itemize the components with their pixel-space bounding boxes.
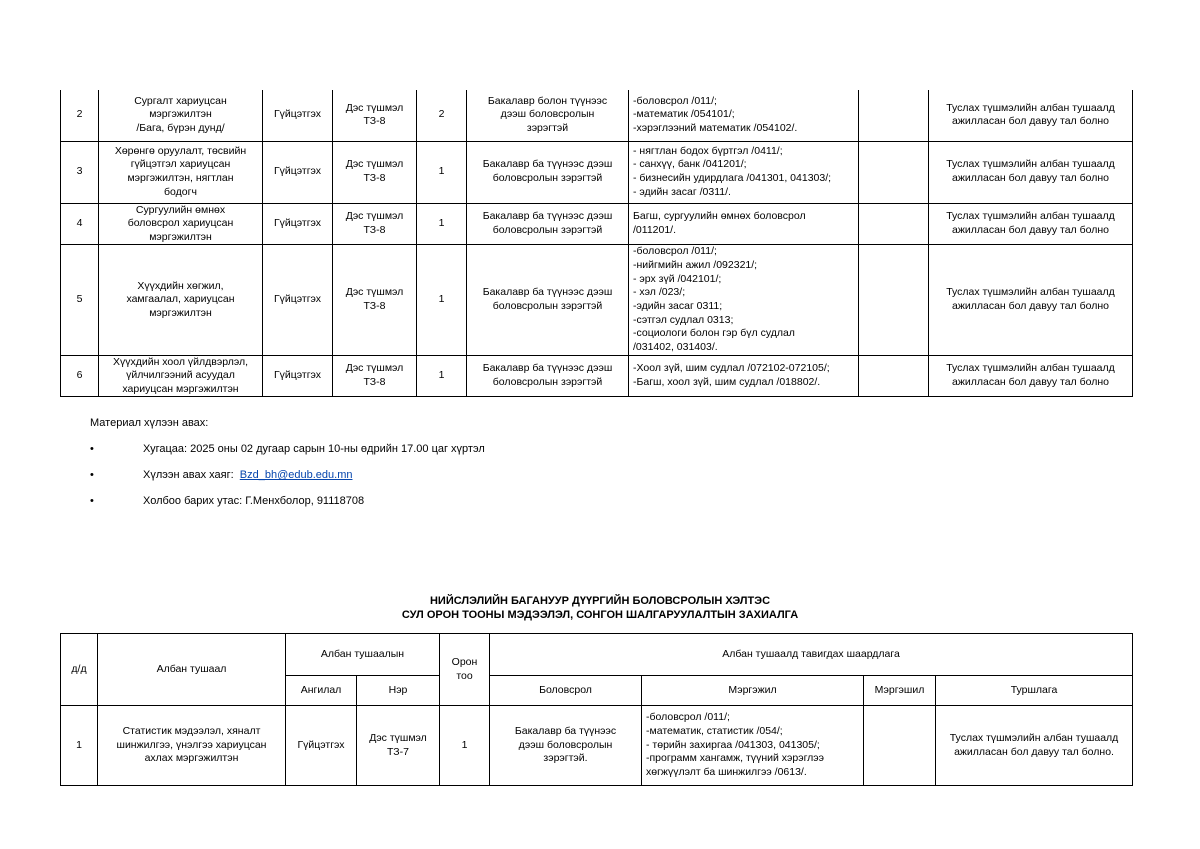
profession-cell-line: /011201/.	[633, 223, 677, 236]
row-number: 1	[61, 706, 98, 786]
profession-cell-line: /031402, 031403/.	[633, 340, 718, 353]
profession-cell-line: - хэл /023/;	[633, 286, 686, 299]
table-row	[61, 706, 1133, 786]
education-cell-line: Бакалавр ба түүнээс дээш	[482, 362, 613, 375]
count-cell: 1	[417, 203, 467, 245]
experience-cell	[929, 90, 1133, 141]
education-cell-line: боловсролын зэрэгтэй	[492, 172, 603, 184]
profession-cell-line: -боловсрол /011/;	[646, 711, 730, 724]
experience-cell	[929, 355, 1133, 397]
profession-cell-line: -программ хангамж, түүний хэрэглээ	[646, 752, 825, 765]
email-link[interactable]: Bzd_bh@edub.edu.mn	[239, 469, 353, 482]
section-title	[0, 594, 1200, 622]
position-cell-line: хариуцсан мэргэжилтэн	[122, 382, 239, 395]
profession-cell	[629, 203, 859, 245]
position-cell	[99, 245, 263, 355]
profession-cell	[629, 90, 859, 141]
name-cell-line: ТЗ-8	[363, 172, 386, 184]
education-cell	[467, 90, 629, 141]
experience-cell-line: ажилласан бол давуу тал болно	[952, 376, 1109, 388]
count-cell: 1	[417, 355, 467, 397]
experience-cell-line: Туслах түшмэлийн албан тушаалд	[946, 362, 1115, 375]
name-cell-line: Дэс түшмэл	[345, 286, 404, 299]
profession-cell-line: хөгжүүлэлт ба шинжилгээ /0613/.	[646, 765, 807, 778]
position-cell-line: мэргэжилтэн, нягтлан	[127, 172, 234, 184]
header-profession: Мэргэжил	[642, 676, 864, 706]
position-cell-line: мэргэжилтэн	[149, 230, 212, 243]
table-row	[61, 141, 1133, 203]
profession-cell-line: -сэтгэл судлал 0313;	[633, 313, 734, 326]
row-number: 5	[61, 245, 99, 355]
education-cell-line: Бакалавр ба түүнээс дээш	[482, 286, 613, 299]
count-cell: 1	[417, 141, 467, 203]
address-item	[90, 468, 485, 486]
experience-cell-line: ажилласан бол давуу тал болно	[952, 299, 1109, 312]
profession-cell-line: - санхүү, банк /041201/;	[633, 158, 747, 171]
name-cell-line: ТЗ-8	[363, 376, 386, 388]
bullet-icon: •	[90, 495, 94, 508]
name-cell-line: ТЗ-8	[363, 115, 386, 128]
experience-cell-line: ажилласан бол давуу тал болно	[952, 172, 1109, 184]
header-count-line: тоо	[456, 669, 473, 682]
title-line-1: НИЙСЛЭЛИЙН БАГАНУУР ДҮҮРГИЙН БОЛОВСРОЛЫН ХЭЛТЭС	[429, 595, 771, 607]
name-cell	[333, 141, 417, 203]
row-number: 2	[61, 90, 99, 141]
profession-cell	[642, 706, 864, 786]
category-cell: Гүйцэтгэх	[263, 141, 333, 203]
table-row	[61, 90, 1133, 141]
header-qualification: Мэргэшил	[864, 676, 936, 706]
header-count-line: Орон	[451, 655, 478, 668]
position-cell-line: бодогч	[164, 185, 197, 198]
row-number: 4	[61, 203, 99, 245]
profession-cell-line: - эдийн засаг /0311/.	[633, 185, 731, 198]
position-cell-line: Хөрөнгө оруулалт, төсвийн	[114, 144, 247, 157]
position-cell-line: Статистик мэдээлэл, хяналт	[122, 725, 261, 738]
name-cell	[333, 245, 417, 355]
position-cell	[98, 706, 286, 786]
category-cell: Гүйцэтгэх	[263, 355, 333, 397]
qualification-cell	[859, 141, 929, 203]
education-cell	[467, 245, 629, 355]
education-cell	[467, 141, 629, 203]
profession-cell-line: -социологи болон гэр бүл судлал	[633, 327, 795, 340]
position-cell-line: Сургалт хариуцсан	[134, 94, 227, 107]
profession-cell-line: -математик, статистик /054/;	[646, 725, 783, 738]
table-row	[61, 355, 1133, 397]
count-cell: 1	[440, 706, 490, 786]
header-category: Ангилал	[286, 676, 357, 706]
name-cell-line: ТЗ-8	[363, 299, 386, 312]
name-cell-line: ТЗ-8	[363, 223, 386, 236]
position-cell-line: Хүүхдийн хоол үйлдвэрлэл,	[112, 355, 249, 368]
position-cell	[99, 355, 263, 397]
name-cell-line: Дэс түшмэл	[345, 362, 404, 375]
name-cell	[333, 203, 417, 245]
profession-cell-line: -хэрэглээний математик /054102/.	[633, 122, 798, 135]
experience-cell	[929, 141, 1133, 203]
row-number: 3	[61, 141, 99, 203]
header-no: д/д	[61, 634, 98, 706]
title-line-2: СУЛ ОРОН ТООНЫ МЭДЭЭЛЭЛ, СОНГОН ШАЛГАРУУЛАЛТЫН ЗАХИАЛГА	[401, 609, 799, 621]
profession-cell-line: -Багш, хоол зүй, шим судлал /018802/.	[633, 376, 821, 388]
position-cell	[99, 90, 263, 141]
position-cell	[99, 203, 263, 245]
qualification-cell	[859, 90, 929, 141]
profession-cell-line: Багш, сургуулийн өмнөх боловсрол	[633, 210, 806, 223]
name-cell-line: Дэс түшмэл	[345, 210, 404, 223]
row-number: 6	[61, 355, 99, 397]
experience-cell-line: Туслах түшмэлийн албан тушаалд	[946, 101, 1115, 114]
profession-cell-line: - нягтлан бодох бүртгэл /0411/;	[633, 144, 783, 157]
experience-cell	[936, 706, 1133, 786]
profession-cell	[629, 245, 859, 355]
count-cell: 1	[417, 245, 467, 355]
count-cell: 2	[417, 90, 467, 141]
experience-cell-line: ажилласан бол давуу тал болно	[952, 223, 1109, 236]
profession-cell-line: -боловсрол /011/;	[633, 245, 717, 258]
vacancy-table-continued	[60, 90, 1133, 397]
education-cell-line: боловсролын зэрэгтэй	[492, 376, 603, 388]
experience-cell-line: Туслах түшмэлийн албан тушаалд	[946, 210, 1115, 223]
vacancy-table	[60, 633, 1133, 786]
position-cell-line: боловсрол хариуцсан	[127, 217, 234, 230]
position-cell-line: гүйцэтгэл хариуцсан	[130, 158, 231, 171]
name-cell-line: ТЗ-7	[387, 745, 409, 758]
materials-list	[90, 442, 485, 512]
header-position: Албан тушаал	[98, 634, 286, 706]
profession-cell-line: -боловсрол /011/;	[633, 94, 717, 107]
education-cell-line: зэрэгтэй.	[543, 752, 588, 765]
profession-cell	[629, 141, 859, 203]
table-row	[61, 203, 1133, 245]
name-cell-line: Дэс түшмэл	[345, 101, 404, 114]
education-cell	[467, 355, 629, 397]
profession-cell-line: -математик /054101/;	[633, 108, 735, 121]
education-cell-line: Бакалавр ба түүнээс дээш	[482, 158, 613, 171]
position-cell	[99, 141, 263, 203]
header-position-group: Албан тушаалын	[286, 634, 440, 676]
qualification-cell	[859, 245, 929, 355]
profession-cell-line: - төрийн захиргаа /041303, 041305/;	[646, 738, 820, 751]
materials-heading: Материал хүлээн авах:	[90, 417, 209, 429]
address-label: Хүлээн авах хаяг:	[143, 469, 234, 482]
education-cell-line: дээш боловсролын	[518, 738, 613, 751]
education-cell-line: зэрэгтэй	[526, 122, 569, 135]
bullet-icon: •	[90, 469, 94, 482]
position-cell-line: мэргэжилтэн	[149, 108, 212, 121]
education-cell-line: Бакалавр болон түүнээс	[487, 94, 608, 107]
education-cell-line: Бакалавр ба түүнээс дээш	[482, 210, 613, 223]
qualification-cell	[864, 706, 936, 786]
profession-cell-line: -эдийн засаг 0311;	[633, 299, 723, 312]
category-cell: Гүйцэтгэх	[286, 706, 357, 786]
header-education: Боловсрол	[490, 676, 642, 706]
education-cell-line: боловсролын зэрэгтэй	[492, 223, 603, 236]
category-cell: Гүйцэтгэх	[263, 90, 333, 141]
name-cell	[333, 355, 417, 397]
qualification-cell	[859, 355, 929, 397]
materials-section	[90, 416, 485, 520]
deadline-item	[90, 442, 485, 460]
profession-cell-line: - бизнесийн удирдлага /041301, 041303/;	[633, 172, 832, 184]
category-cell: Гүйцэтгэх	[263, 203, 333, 245]
name-cell-line: Дэс түшмэл	[345, 158, 404, 171]
header-experience: Туршлага	[936, 676, 1133, 706]
contact-item	[90, 494, 485, 512]
education-cell-line: дээш боловсролын	[500, 108, 595, 121]
contact-text: Холбоо барих утас: Г.Менхболор, 91118708	[143, 495, 365, 508]
position-cell-line: ахлах мэргэжилтэн	[144, 752, 239, 765]
header-count	[440, 634, 490, 706]
experience-cell-line: ажилласан бол давуу тал болно.	[954, 745, 1114, 758]
category-cell: Гүйцэтгэх	[263, 245, 333, 355]
experience-cell-line: Туслах түшмэлийн албан тушаалд	[946, 286, 1115, 299]
position-cell-line: Сургуулийн өмнөх	[135, 203, 226, 216]
name-cell-line: Дэс түшмэл	[369, 731, 427, 744]
name-cell	[357, 706, 440, 786]
position-cell-line: үйлчилгээний асуудал	[126, 369, 235, 382]
profession-cell-line: -нийгмийн ажил /092321/;	[633, 259, 758, 272]
profession-cell-line: -Хоол зүй, шим судлал /072102-072105/;	[633, 362, 830, 375]
experience-cell-line: ажилласан бол давуу тал болно	[952, 115, 1109, 128]
education-cell	[467, 203, 629, 245]
name-cell	[333, 90, 417, 141]
deadline-text: Хугацаа: 2025 оны 02 дугаар сарын 10-ны өдрийн 17.00 цаг хүртэл	[143, 443, 485, 456]
bullet-icon: •	[90, 443, 94, 456]
education-cell-line: Бакалавр ба түүнээс	[514, 725, 617, 738]
position-cell-line: хамгаалал, хариуцсан	[126, 293, 235, 306]
education-cell-line: боловсролын зэрэгтэй	[492, 299, 603, 312]
profession-cell-line: - эрх зүй /042101/;	[633, 272, 722, 285]
experience-cell	[929, 203, 1133, 245]
education-cell	[490, 706, 642, 786]
position-cell-line: /Бага, бүрэн дунд/	[136, 122, 225, 135]
table-row	[61, 245, 1133, 355]
experience-cell-line: Туслах түшмэлийн албан тушаалд	[949, 731, 1119, 744]
position-cell-line: мэргэжилтэн	[149, 306, 212, 319]
qualification-cell	[859, 203, 929, 245]
profession-cell	[629, 355, 859, 397]
header-name: Нэр	[357, 676, 440, 706]
experience-cell	[929, 245, 1133, 355]
position-cell-line: Хүүхдийн хөгжил,	[137, 279, 224, 292]
experience-cell-line: Туслах түшмэлийн албан тушаалд	[946, 158, 1115, 171]
position-cell-line: шинжилгээ, үнэлгээ хариуцсан	[116, 738, 267, 751]
header-requirements: Албан тушаалд тавигдах шаардлага	[490, 634, 1133, 676]
